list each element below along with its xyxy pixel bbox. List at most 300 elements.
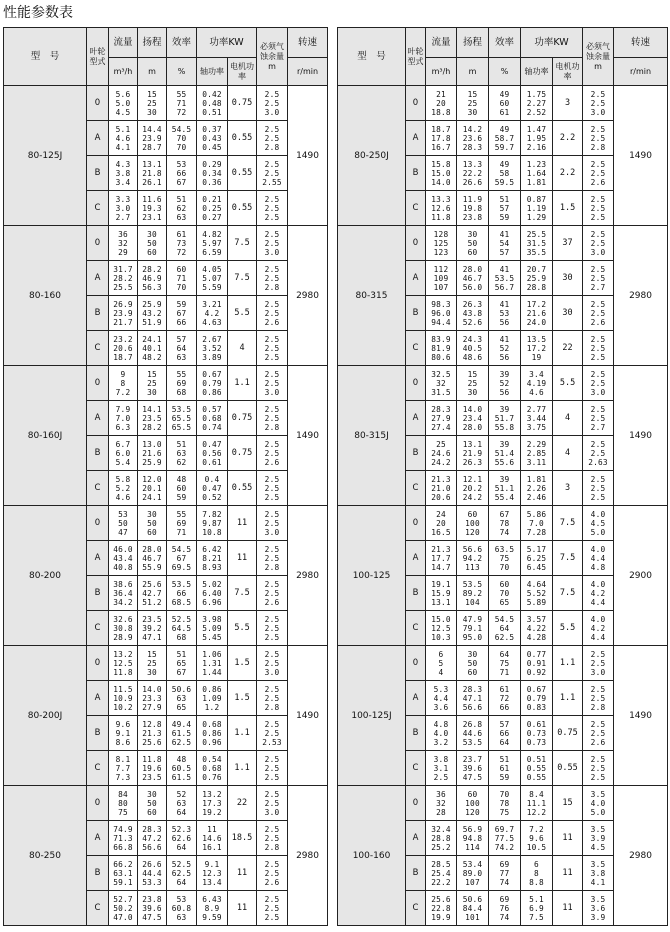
- motor-power-cell: 1.1: [553, 681, 583, 716]
- shaft-power-cell: 0.51 0.55 0.55: [521, 751, 553, 786]
- motor-power-cell: 5.5: [228, 611, 257, 646]
- shaft-power-cell: 25.5 31.5 35.5: [521, 226, 553, 261]
- impeller-type-cell: C: [87, 611, 109, 646]
- model-cell: 80-160: [4, 226, 87, 366]
- shaft-power-cell: 3.98 5.09 5.45: [197, 611, 228, 646]
- motor-power-cell: 1.5: [228, 681, 257, 716]
- npsh-cell: 3.5 4.0 5.0: [583, 786, 614, 821]
- header-speed-unit: r/min: [614, 58, 668, 86]
- page-title: 性能参数表: [3, 5, 73, 21]
- shaft-power-cell: 0.42 0.48 0.51: [197, 86, 228, 121]
- efficiency-cell: 51 61 59: [489, 751, 521, 786]
- impeller-type-cell: C: [87, 751, 109, 786]
- impeller-type-cell: 0: [87, 786, 109, 821]
- speed-cell: 1490: [614, 646, 668, 786]
- shaft-power-cell: 3.21 4.2 4.63: [197, 296, 228, 331]
- impeller-type-cell: B: [406, 576, 426, 611]
- head-cell: 26.3 43.8 52.6: [457, 296, 489, 331]
- flow-cell: 8.1 7.7 7.3: [109, 751, 138, 786]
- flow-cell: 6.7 6.0 5.4: [109, 436, 138, 471]
- motor-power-cell: 11: [228, 856, 257, 891]
- flow-cell: 5.8 5.2 4.6: [109, 471, 138, 506]
- flow-cell: 3.3 3.0 2.7: [109, 191, 138, 226]
- head-cell: 28.2 46.9 56.3: [138, 261, 167, 296]
- table-body-right: [338, 86, 668, 926]
- impeller-type-cell: 0: [87, 226, 109, 261]
- shaft-power-cell: 2.29 2.85 3.11: [521, 436, 553, 471]
- npsh-cell: 3.5 3.9 4.5: [583, 821, 614, 856]
- head-cell: 11.6 19.3 23.1: [138, 191, 167, 226]
- flow-cell: 9.6 9.1 8.6: [109, 716, 138, 751]
- head-cell: 12.1 20.2 24.2: [457, 471, 489, 506]
- flow-cell: 84 80 75: [109, 786, 138, 821]
- efficiency-cell: 49.4 61.5 62.5: [167, 716, 197, 751]
- header-model: 型 号: [4, 28, 87, 86]
- header-shaft-power: 轴功率: [521, 58, 553, 86]
- header-flow-unit: m³/h: [109, 58, 138, 86]
- efficiency-cell: 55 69 68: [167, 366, 197, 401]
- npsh-cell: 2.5 2.5 2.6: [257, 296, 288, 331]
- efficiency-cell: 41 52 56: [489, 331, 521, 366]
- npsh-cell: 2.5 2.5 3.0: [257, 86, 288, 121]
- efficiency-cell: 69.7 77.5 74.2: [489, 821, 521, 856]
- shaft-power-cell: 2.77 3.44 3.75: [521, 401, 553, 436]
- model-cell: 80-315J: [338, 366, 406, 506]
- motor-power-cell: 1.1: [228, 716, 257, 751]
- npsh-cell: 2.5 2.5 2.6: [583, 716, 614, 751]
- efficiency-cell: 69 76 74: [489, 891, 521, 926]
- head-cell: 25.9 43.2 51.9: [138, 296, 167, 331]
- head-cell: 26.8 44.6 53.5: [457, 716, 489, 751]
- npsh-cell: 3.5 3.6 3.9: [583, 891, 614, 926]
- speed-cell: 1490: [288, 366, 328, 506]
- head-cell: 30 50 60: [138, 786, 167, 821]
- shaft-power-cell: 1.47 1.95 2.16: [521, 121, 553, 156]
- shaft-power-cell: 0.87 1.19 1.29: [521, 191, 553, 226]
- npsh-cell: 2.5 2.5 3.0: [583, 366, 614, 401]
- flow-cell: 18.7 17.8 16.7: [426, 121, 457, 156]
- efficiency-cell: 41 53.5 56.7: [489, 261, 521, 296]
- impeller-type-cell: B: [406, 856, 426, 891]
- efficiency-cell: 41 54 57: [489, 226, 521, 261]
- flow-cell: 4.8 4.0 3.2: [426, 716, 457, 751]
- shaft-power-cell: 1.06 1.31 1.44: [197, 646, 228, 681]
- efficiency-cell: 67 78 74: [489, 506, 521, 541]
- impeller-type-cell: B: [87, 716, 109, 751]
- header-flow: 流量: [109, 28, 138, 58]
- motor-power-cell: 2.2: [553, 121, 583, 156]
- flow-cell: 21.3 17.7 14.7: [426, 541, 457, 576]
- efficiency-cell: 57 64 63: [167, 331, 197, 366]
- motor-power-cell: 15: [553, 786, 583, 821]
- head-cell: 24.1 40.1 48.2: [138, 331, 167, 366]
- head-cell: 28.3 47.1 56.6: [457, 681, 489, 716]
- npsh-cell: 2.5 2.5 3.0: [583, 646, 614, 681]
- shaft-power-cell: 11 14.6 16.1: [197, 821, 228, 856]
- shaft-power-cell: 0.4 0.47 0.52: [197, 471, 228, 506]
- npsh-cell: 2.5 2.5 3.0: [257, 506, 288, 541]
- npsh-cell: 4.0 4.2 4.4: [583, 611, 614, 646]
- head-cell: 28.3 47.2 56.6: [138, 821, 167, 856]
- shaft-power-cell: 1.81 2.26 2.46: [521, 471, 553, 506]
- shaft-power-cell: 0.54 0.68 0.76: [197, 751, 228, 786]
- head-cell: 23.7 39.6 47.5: [457, 751, 489, 786]
- speed-cell: 2980: [288, 226, 328, 366]
- npsh-cell: 2.5 2.5 3.0: [257, 786, 288, 821]
- flow-cell: 36 32 29: [109, 226, 138, 261]
- table-row: [4, 506, 328, 541]
- head-cell: 60 100 120: [457, 506, 489, 541]
- efficiency-cell: 60 71 70: [167, 261, 197, 296]
- efficiency-cell: 52.5 62.5 64: [167, 856, 197, 891]
- shaft-power-cell: 4.64 5.52 5.89: [521, 576, 553, 611]
- impeller-type-cell: B: [406, 156, 426, 191]
- motor-power-cell: 1.1: [228, 366, 257, 401]
- impeller-type-cell: 0: [406, 86, 426, 121]
- motor-power-cell: 37: [553, 226, 583, 261]
- shaft-power-cell: 0.37 0.43 0.45: [197, 121, 228, 156]
- shaft-power-cell: 1.23 1.64 1.81: [521, 156, 553, 191]
- flow-cell: 53 50 47: [109, 506, 138, 541]
- head-cell: 15 25 30: [138, 646, 167, 681]
- shaft-power-cell: 0.67 0.79 0.83: [521, 681, 553, 716]
- npsh-cell: 2.5 2.5 2.8: [257, 541, 288, 576]
- efficiency-cell: 51 65 67: [167, 646, 197, 681]
- head-cell: 30 50 60: [138, 226, 167, 261]
- head-cell: 15 25 30: [138, 86, 167, 121]
- flow-cell: 15.8 15.0 14.0: [426, 156, 457, 191]
- model-cell: 100-125J: [338, 646, 406, 786]
- impeller-type-cell: A: [87, 261, 109, 296]
- impeller-type-cell: C: [406, 331, 426, 366]
- motor-power-cell: 22: [228, 786, 257, 821]
- head-cell: 50.6 84.4 101: [457, 891, 489, 926]
- shaft-power-cell: 0.77 0.91 0.92: [521, 646, 553, 681]
- flow-cell: 32.6 30.8 28.9: [109, 611, 138, 646]
- impeller-type-cell: B: [406, 716, 426, 751]
- motor-power-cell: 11: [228, 541, 257, 576]
- head-cell: 13.0 21.6 25.9: [138, 436, 167, 471]
- impeller-type-cell: A: [406, 401, 426, 436]
- head-cell: 60 100 120: [457, 786, 489, 821]
- shaft-power-cell: 0.68 0.86 0.96: [197, 716, 228, 751]
- model-cell: 80-315: [338, 226, 406, 366]
- flow-cell: 5.3 4.4 3.6: [426, 681, 457, 716]
- speed-cell: 1490: [288, 86, 328, 226]
- model-cell: 80-160J: [4, 366, 87, 506]
- npsh-cell: 2.5 2.5 2.5: [257, 611, 288, 646]
- head-cell: 24.3 40.5 48.6: [457, 331, 489, 366]
- npsh-cell: 2.5 2.5 2.8: [257, 121, 288, 156]
- npsh-cell: 2.5 2.5 2.5: [583, 751, 614, 786]
- motor-power-cell: 0.55: [553, 751, 583, 786]
- model-cell: 80-250J: [338, 86, 406, 226]
- flow-cell: 32.5 32 31.5: [426, 366, 457, 401]
- motor-power-cell: 7.5: [228, 261, 257, 296]
- model-cell: 80-125J: [4, 86, 87, 226]
- motor-power-cell: 0.55: [228, 121, 257, 156]
- efficiency-cell: 52.3 62.6 64: [167, 821, 197, 856]
- shaft-power-cell: 0.29 0.34 0.36: [197, 156, 228, 191]
- head-cell: 12.0 20.1 24.1: [138, 471, 167, 506]
- efficiency-cell: 49 58.7 59.7: [489, 121, 521, 156]
- head-cell: 14.0 23.4 28.0: [457, 401, 489, 436]
- header-speed: 转速: [288, 28, 328, 58]
- model-cell: 100-160: [338, 786, 406, 926]
- header-efficiency: 效率: [167, 28, 197, 58]
- impeller-type-cell: B: [87, 436, 109, 471]
- impeller-type-cell: A: [406, 541, 426, 576]
- shaft-power-cell: 5.17 6.25 6.45: [521, 541, 553, 576]
- head-cell: 13.3 22.2 26.6: [457, 156, 489, 191]
- npsh-cell: 2.5 2.5 2.5: [583, 191, 614, 226]
- motor-power-cell: 0.55: [228, 156, 257, 191]
- motor-power-cell: 1.5: [228, 646, 257, 681]
- impeller-type-cell: C: [87, 331, 109, 366]
- impeller-type-cell: A: [87, 401, 109, 436]
- impeller-type-cell: A: [87, 121, 109, 156]
- head-cell: 30 50 60: [457, 646, 489, 681]
- flow-cell: 24 20 16.5: [426, 506, 457, 541]
- flow-cell: 5.1 4.6 4.1: [109, 121, 138, 156]
- motor-power-cell: 7.5: [553, 506, 583, 541]
- impeller-type-cell: C: [87, 191, 109, 226]
- flow-cell: 25 24.6 24.2: [426, 436, 457, 471]
- impeller-type-cell: A: [406, 261, 426, 296]
- performance-table-right: [337, 27, 668, 926]
- motor-power-cell: 4: [228, 331, 257, 366]
- head-cell: 30 50 60: [138, 506, 167, 541]
- npsh-cell: 2.5 2.5 2.6: [257, 436, 288, 471]
- table-row: [4, 226, 328, 261]
- header-impeller: 叶轮型式: [406, 28, 426, 86]
- efficiency-cell: 51 57 59: [489, 191, 521, 226]
- head-cell: 15 25 30: [457, 86, 489, 121]
- flow-cell: 66.2 63.1 59.1: [109, 856, 138, 891]
- impeller-type-cell: 0: [87, 506, 109, 541]
- head-cell: 11.8 19.6 23.5: [138, 751, 167, 786]
- head-cell: 53.5 89.2 104: [457, 576, 489, 611]
- efficiency-cell: 55 71 72: [167, 86, 197, 121]
- efficiency-cell: 50.6 63 65: [167, 681, 197, 716]
- efficiency-cell: 63.5 75 70: [489, 541, 521, 576]
- motor-power-cell: 18.5: [228, 821, 257, 856]
- header-npsh: [583, 28, 614, 86]
- flow-cell: 28.5 25.4 22.2: [426, 856, 457, 891]
- flow-cell: 11.5 10.9 10.2: [109, 681, 138, 716]
- npsh-cell: 2.5 2.5 3.0: [257, 366, 288, 401]
- impeller-type-cell: A: [87, 541, 109, 576]
- efficiency-cell: 64 75 71: [489, 646, 521, 681]
- efficiency-cell: 52.5 64.5 68: [167, 611, 197, 646]
- efficiency-cell: 61 73 72: [167, 226, 197, 261]
- flow-cell: 128 125 123: [426, 226, 457, 261]
- impeller-type-cell: 0: [406, 786, 426, 821]
- impeller-type-cell: 0: [406, 366, 426, 401]
- impeller-type-cell: A: [87, 821, 109, 856]
- head-cell: 56.6 94.2 113: [457, 541, 489, 576]
- header-speed: 转速: [614, 28, 668, 58]
- shaft-power-cell: 6 8 8.8: [521, 856, 553, 891]
- impeller-type-cell: 0: [406, 506, 426, 541]
- npsh-cell: 2.5 2.5 2.53: [257, 716, 288, 751]
- head-cell: 14.0 23.3 27.9: [138, 681, 167, 716]
- impeller-type-cell: C: [406, 191, 426, 226]
- shaft-power-cell: 8.4 11.1 12.2: [521, 786, 553, 821]
- flow-cell: 15.0 12.5 10.3: [426, 611, 457, 646]
- head-cell: 13.1 21.8 26.1: [138, 156, 167, 191]
- shaft-power-cell: 7.82 9.87 10.8: [197, 506, 228, 541]
- flow-cell: 9 8 7.2: [109, 366, 138, 401]
- shaft-power-cell: 13.2 17.3 19.2: [197, 786, 228, 821]
- head-cell: 23.5 39.2 47.1: [138, 611, 167, 646]
- motor-power-cell: 30: [553, 261, 583, 296]
- shaft-power-cell: 0.47 0.56 0.61: [197, 436, 228, 471]
- impeller-type-cell: B: [406, 436, 426, 471]
- head-cell: 15 25 30: [138, 366, 167, 401]
- impeller-type-cell: 0: [406, 646, 426, 681]
- header-flow: 流量: [426, 28, 457, 58]
- motor-power-cell: 5.5: [553, 366, 583, 401]
- head-cell: 14.4 23.9 28.7: [138, 121, 167, 156]
- npsh-cell: 2.5 2.5 2.5: [257, 191, 288, 226]
- header-npsh-label: 必须气蚀余量: [260, 41, 285, 61]
- flow-cell: 25.6 22.8 19.9: [426, 891, 457, 926]
- head-cell: 15 25 30: [457, 366, 489, 401]
- npsh-cell: 2.5 2.5 2.7: [583, 261, 614, 296]
- header-npsh: [257, 28, 288, 86]
- table-row: [338, 226, 668, 261]
- efficiency-cell: 39 51.7 55.8: [489, 401, 521, 436]
- flow-cell: 21 20 18.8: [426, 86, 457, 121]
- shaft-power-cell: 7.2 9.6 10.5: [521, 821, 553, 856]
- speed-cell: 2980: [288, 786, 328, 926]
- npsh-cell: 4.0 4.2 4.4: [583, 576, 614, 611]
- npsh-cell: 2.5 2.5 2.8: [257, 681, 288, 716]
- head-cell: 47.9 79.1 95.0: [457, 611, 489, 646]
- impeller-type-cell: A: [87, 681, 109, 716]
- header-npsh-label: 必须气蚀余量: [586, 41, 611, 61]
- performance-table-left: [3, 27, 328, 926]
- shaft-power-cell: 3.57 4.22 4.28: [521, 611, 553, 646]
- shaft-power-cell: 5.02 6.40 6.96: [197, 576, 228, 611]
- head-cell: 13.1 21.9 26.3: [457, 436, 489, 471]
- npsh-cell: 4.0 4.5 5.0: [583, 506, 614, 541]
- npsh-cell: 2.5 2.5 2.8: [257, 401, 288, 436]
- shaft-power-cell: 0.21 0.25 0.27: [197, 191, 228, 226]
- efficiency-cell: 39 52 56: [489, 366, 521, 401]
- shaft-power-cell: 1.75 2.27 2.52: [521, 86, 553, 121]
- shaft-power-cell: 13.5 17.2 19: [521, 331, 553, 366]
- impeller-type-cell: C: [406, 891, 426, 926]
- npsh-cell: 2.5 2.5 2.6: [583, 296, 614, 331]
- header-npsh-unit: m: [268, 61, 276, 71]
- npsh-cell: 2.5 2.5 2.8: [257, 261, 288, 296]
- npsh-cell: 2.5 2.5 2.6: [583, 156, 614, 191]
- shaft-power-cell: 3.4 4.19 4.6: [521, 366, 553, 401]
- shaft-power-cell: 6.43 8.9 9.59: [197, 891, 228, 926]
- shaft-power-cell: 20.7 25.9 28.8: [521, 261, 553, 296]
- flow-cell: 19.1 15.9 13.1: [426, 576, 457, 611]
- flow-cell: 52.7 50.2 47.0: [109, 891, 138, 926]
- motor-power-cell: 1.1: [553, 646, 583, 681]
- impeller-type-cell: C: [87, 891, 109, 926]
- motor-power-cell: 3: [553, 471, 583, 506]
- motor-power-cell: 0.75: [228, 86, 257, 121]
- flow-cell: 13.3 12.6 11.8: [426, 191, 457, 226]
- model-cell: 80-250: [4, 786, 87, 926]
- efficiency-cell: 54.5 70 70: [167, 121, 197, 156]
- header-motor-power: 电机功率: [553, 58, 583, 86]
- npsh-cell: 2.5 2.5 3.0: [257, 226, 288, 261]
- motor-power-cell: 1.1: [228, 751, 257, 786]
- speed-cell: 1490: [614, 86, 668, 226]
- table-row: [4, 646, 328, 681]
- efficiency-cell: 53 66 67: [167, 156, 197, 191]
- impeller-type-cell: B: [87, 296, 109, 331]
- model-cell: 100-125: [338, 506, 406, 646]
- impeller-type-cell: A: [406, 821, 426, 856]
- flow-cell: 23.2 20.6 18.7: [109, 331, 138, 366]
- npsh-cell: 2.5 2.5 2.8: [583, 681, 614, 716]
- header-head: 扬程: [138, 28, 167, 58]
- speed-cell: 1490: [288, 646, 328, 786]
- shaft-power-cell: 4.05 5.07 5.59: [197, 261, 228, 296]
- efficiency-cell: 57 66 64: [489, 716, 521, 751]
- speed-cell: 2980: [614, 786, 668, 926]
- motor-power-cell: 5.5: [553, 611, 583, 646]
- flow-cell: 3.8 3.1 2.5: [426, 751, 457, 786]
- npsh-cell: 4.0 4.4 4.8: [583, 541, 614, 576]
- npsh-cell: 2.5 2.5 2.5: [257, 471, 288, 506]
- table-body-left: [4, 86, 328, 926]
- speed-cell: 2900: [614, 506, 668, 646]
- impeller-type-cell: B: [87, 856, 109, 891]
- impeller-type-cell: A: [406, 121, 426, 156]
- efficiency-cell: 69 77 74: [489, 856, 521, 891]
- flow-cell: 46.0 43.4 40.8: [109, 541, 138, 576]
- head-cell: 26.6 44.4 53.3: [138, 856, 167, 891]
- motor-power-cell: 3: [553, 86, 583, 121]
- table-row: [338, 646, 668, 681]
- shaft-power-cell: 5.86 7.0 7.28: [521, 506, 553, 541]
- motor-power-cell: 0.75: [228, 436, 257, 471]
- efficiency-cell: 41 53 56: [489, 296, 521, 331]
- flow-cell: 31.7 28.2 25.5: [109, 261, 138, 296]
- efficiency-cell: 39 51.4 55.6: [489, 436, 521, 471]
- header-efficiency: 效率: [489, 28, 521, 58]
- table-row: [338, 506, 668, 541]
- impeller-type-cell: 0: [406, 226, 426, 261]
- flow-cell: 83.9 81.9 80.6: [426, 331, 457, 366]
- flow-cell: 28.3 27.9 27.4: [426, 401, 457, 436]
- motor-power-cell: 22: [553, 331, 583, 366]
- npsh-cell: 2.5 2.5 2.5: [257, 891, 288, 926]
- header-eff-unit: %: [489, 58, 521, 86]
- motor-power-cell: 0.55: [228, 191, 257, 226]
- header-head: 扬程: [457, 28, 489, 58]
- efficiency-cell: 49 60 61: [489, 86, 521, 121]
- head-cell: 14.2 23.6 28.3: [457, 121, 489, 156]
- efficiency-cell: 51 63 62: [167, 436, 197, 471]
- impeller-type-cell: C: [87, 471, 109, 506]
- efficiency-cell: 55 69 71: [167, 506, 197, 541]
- motor-power-cell: 11: [553, 856, 583, 891]
- motor-power-cell: 2.2: [553, 156, 583, 191]
- header-npsh-unit: m: [594, 61, 602, 71]
- npsh-cell: 2.5 2.5 2.55: [257, 156, 288, 191]
- header-shaft-power: 轴功率: [197, 58, 228, 86]
